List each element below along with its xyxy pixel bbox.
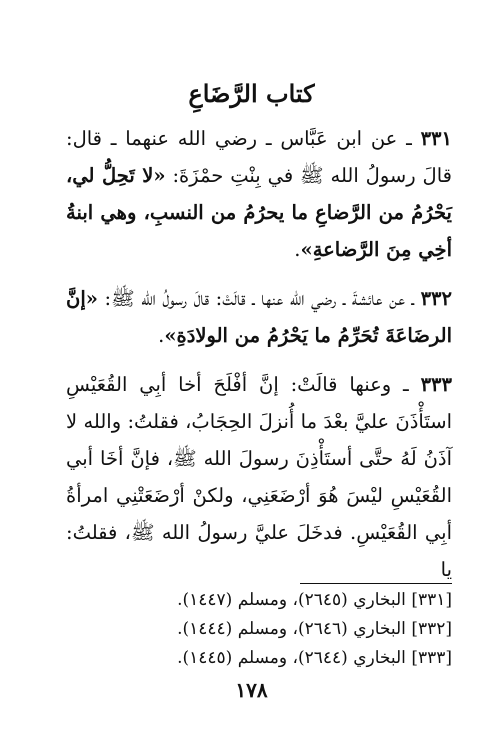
hadith-text: ـ عن ابن عَبَّاس ـ رضي الله عنهما ـ قال: قالَ رسولُ الله ﷺ في بِنْتِ حمْزَةَ: [66,127,452,187]
footnote-332: [٣٣٢] البخاري (٢٦٤٦)، ومسلم (١٤٤٤). [177,619,452,639]
hadith-text: ـ عن عائشةَ ـ رضي الله عنها ـ قالَتْ: قالَ رسولُ الله ﷺ: [97,287,421,310]
hadith-end: . [158,324,165,347]
hadith-333 [66,366,452,588]
hadith-number: ٣٣١ [420,127,452,150]
hadith-quote: «لا تَحِلُّ لي، يَحْرُمُ من الرَّضاعِ ما يحرُمُ من النسبِ، وهي ابنةُ أخِي مِنَ الرَّضاعةِ» [66,164,452,261]
hadith-331 [66,120,452,268]
page-number: ١٧٨ [235,678,268,702]
main-text [66,120,452,600]
footnote-separator [300,583,452,584]
hadith-332 [66,280,452,354]
footnote-331: [٣٣١] البخاري (٢٦٤٥)، ومسلم (١٤٤٧). [177,590,452,610]
hadith-number: ٣٣٣ [420,373,452,396]
footnote-333: [٣٣٣] البخاري (٢٦٤٤)، ومسلم (١٤٤٥). [177,648,452,668]
hadith-text: ـ وعنها قالَتْ: إنَّ أفْلَحَ أخا أبِي القُعَيْسِ استَأْذَنَ عليَّ بعْدَ ما أُنزلَ الحِجَابُ، فقلتُ: والله لا آذَنُ لَهُ حتَّى أستَأْذِنَ رسولَ الله ﷺ، فإنَّ أخَا أبي القُعَيْسِ ليْسَ هُوَ أرْضَعَنِي، ولكنْ أرْضَعَتْنِي امرأةُ أبِي القُعَيْسِ. فدخَلَ عليَّ رسولُ الله ﷺ، فقلتُ: يا [66,373,452,581]
footnotes [66,586,452,673]
hadith-end: . [294,238,301,261]
hadith-quote: «إنَّ الرضَاعَةَ تُحَرِّمُ ما يَحْرُمُ من الولادَةِ» [66,287,452,347]
page-title: كتاب الرَّضَاعِ [188,79,315,108]
hadith-number: ٣٣٢ [420,287,452,310]
